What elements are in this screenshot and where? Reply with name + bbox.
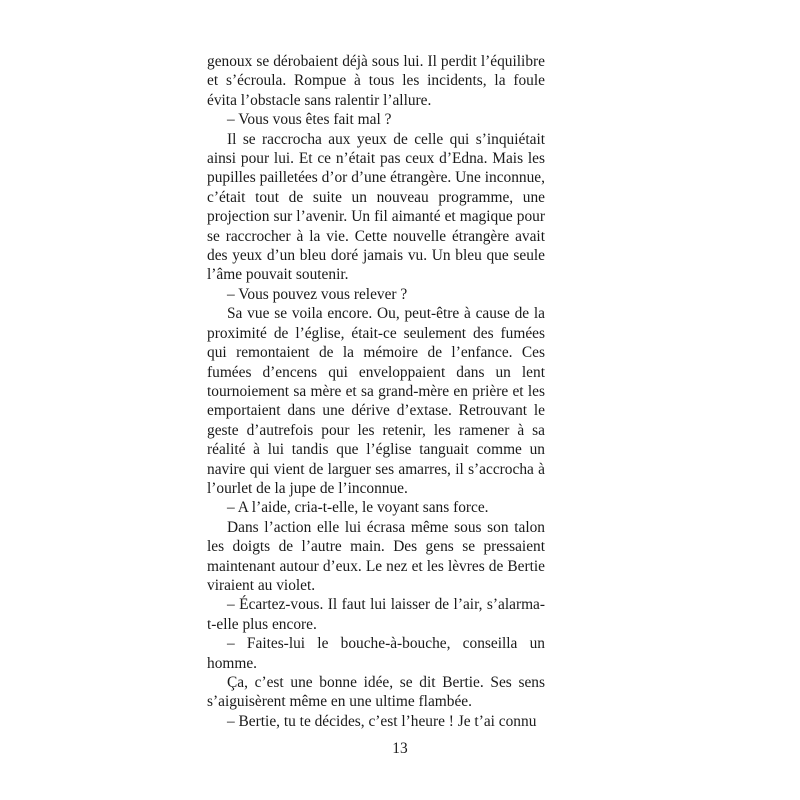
paragraph: – Vous vous êtes fait mal ? <box>227 111 392 129</box>
paragraph: – Écartez-vous. Il faut lui laisser de l’air, s’alarma-t-elle plus encore. <box>207 596 545 633</box>
paragraph: Ça, c’est une bonne idée, se dit Bertie. Ses sens s’aiguisèrent même en une ultime flambée. <box>207 674 545 711</box>
body-text <box>207 52 545 731</box>
paragraph: genoux se dérobaient déjà sous lui. Il perdit l’équilibre et s’écroula. Rompue à tous les incidents, la foule évita l’obstacle sans ralentir l’allure. <box>207 53 545 109</box>
paragraph: – Vous pouvez vous relever ? <box>227 285 408 303</box>
paragraph: – A l’aide, cria-t-elle, le voyant sans force. <box>227 499 489 517</box>
paragraph: Dans l’action elle lui écrasa même sous son talon les doigts de l’autre main. Des gens se pressaient maintenant autour d’eux. Le nez et les lèvres de Bertie viraient au violet. <box>207 518 545 594</box>
paragraph: – Faites-lui le bouche-à-bouche, conseilla un homme. <box>207 635 545 672</box>
page-number: 13 <box>392 740 408 757</box>
paragraph: Sa vue se voila encore. Ou, peut-être à cause de la proximité de l’église, était-ce seulement des fumées qui remontaient de la mémoire de l’enfance. Ces fumées d’encens qui enveloppaient dans un lent tournoiement sa mère et sa grand-mère en prière et les emportaient dans une dérive d’extase. Retrouvant le geste d’autrefois pour les retenir, les ramener à sa réalité à lui tandis que l’église tanguait comme un navire qui vient de larguer ses amarres, il s’accrocha à l’ourlet de la jupe de l’inconnue. <box>207 305 545 497</box>
paragraph: Il se raccrocha aux yeux de celle qui s’inquiétait ainsi pour lui. Et ce n’était pas ceux d’Edna. Mais les pupilles pailletées d’or d’une étrangère. Une inconnue, c’était tout de suite un nouveau programme, une projection sur l’avenir. Un fil aimanté et magique pour se raccrocher à la vie. Cette nouvelle étrangère avait des yeux d’un bleu doré jamais vu. Un bleu que seule l’âme pouvait soutenir. <box>207 130 545 284</box>
paragraph: – Bertie, tu te décides, c’est l’heure ! Je t’ai connu <box>227 712 537 730</box>
